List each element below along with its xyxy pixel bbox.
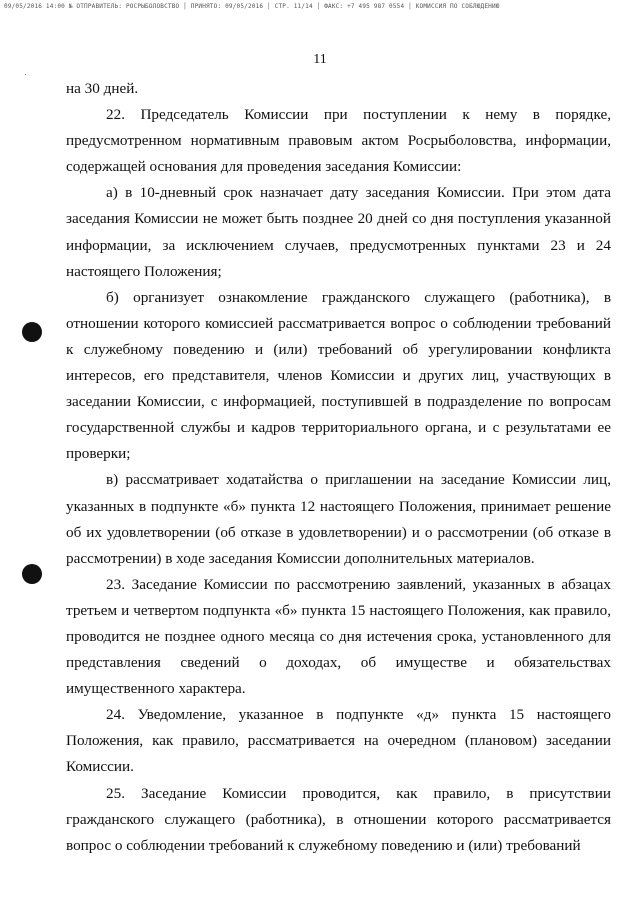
paragraph-22a: а) в 10-дневный срок назначает дату заседания Комиссии. При этом дата заседания Комиссии не может быть позднее 20 дней со дня поступления указанной информации, за исключением случаев, предусмотренных пунктами 23 и 24 настоящего Положения; [66, 184, 611, 280]
paragraph-continuation: на 30 дней. [66, 80, 139, 97]
fax-header-line: 09/05/2016 14:00 № ОТПРАВИТЕЛЬ: РОСРЫБОЛОВСТВО │ ПРИНЯТО: 09/05/2016 │ СТР. 11/14 │ ФАКС: +7 495 987 0554 │ КОМИССИЯ ПО СОБЛЮДЕНИЮ [4, 3, 500, 10]
paragraph-22v: в) рассматривает ходатайства о приглашении на заседание Комиссии лиц, указанных в подпункте «б» пункта 12 настоящего Положения, принимает решение об их удовлетворении (об отказе в удовлетворении) и о рассмотрении (об отказе в рассмотрении) в ходе заседания Комиссии дополнительных материалов. [66, 471, 611, 567]
margin-mark [25, 74, 26, 75]
page-number: 11 [313, 52, 327, 67]
paragraph-25: 25. Заседание Комиссии проводится, как правило, в присутствии гражданского служащего (работника), в отношении которого рассматривается вопрос о соблюдении требований к служебному поведению и (или) требований [66, 784, 611, 854]
paragraph-23: 23. Заседание Комиссии по рассмотрению заявлений, указанных в абзацах третьем и четвертом подпункта «б» пункта 15 настоящего Положения, как правило, проводится не позднее одного месяца со дня истечения срока, установленного для представления сведений о доходах, об имуществе и обязательствах имущественного характера. [66, 575, 611, 698]
punch-hole-bottom [22, 564, 42, 584]
paragraph-24: 24. Уведомление, указанное в подпункте «д» пункта 15 настоящего Положения, как правило, рассматривается на очередном (плановом) заседании Комиссии. [66, 706, 611, 776]
punch-hole-top [22, 322, 42, 342]
paragraph-22b: б) организует ознакомление гражданского служащего (работника), в отношении которого комиссией рассматривается вопрос о соблюдении требований к служебному поведению и (или) требований об урегулировании конфликта интересов, его представителя, членов Комиссии и других лиц, участвующих в заседании Комиссии, с информацией, поступившей в подразделение по вопросам государственной службы и кадров территориального органа, и с результатами ее проверки; [66, 288, 611, 463]
paragraph-22: 22. Председатель Комиссии при поступлении к нему в порядке, предусмотренном нормативным правовым актом Росрыболовства, информации, содержащей основания для проведения заседания Комиссии: [66, 106, 611, 176]
document-body [66, 76, 611, 859]
